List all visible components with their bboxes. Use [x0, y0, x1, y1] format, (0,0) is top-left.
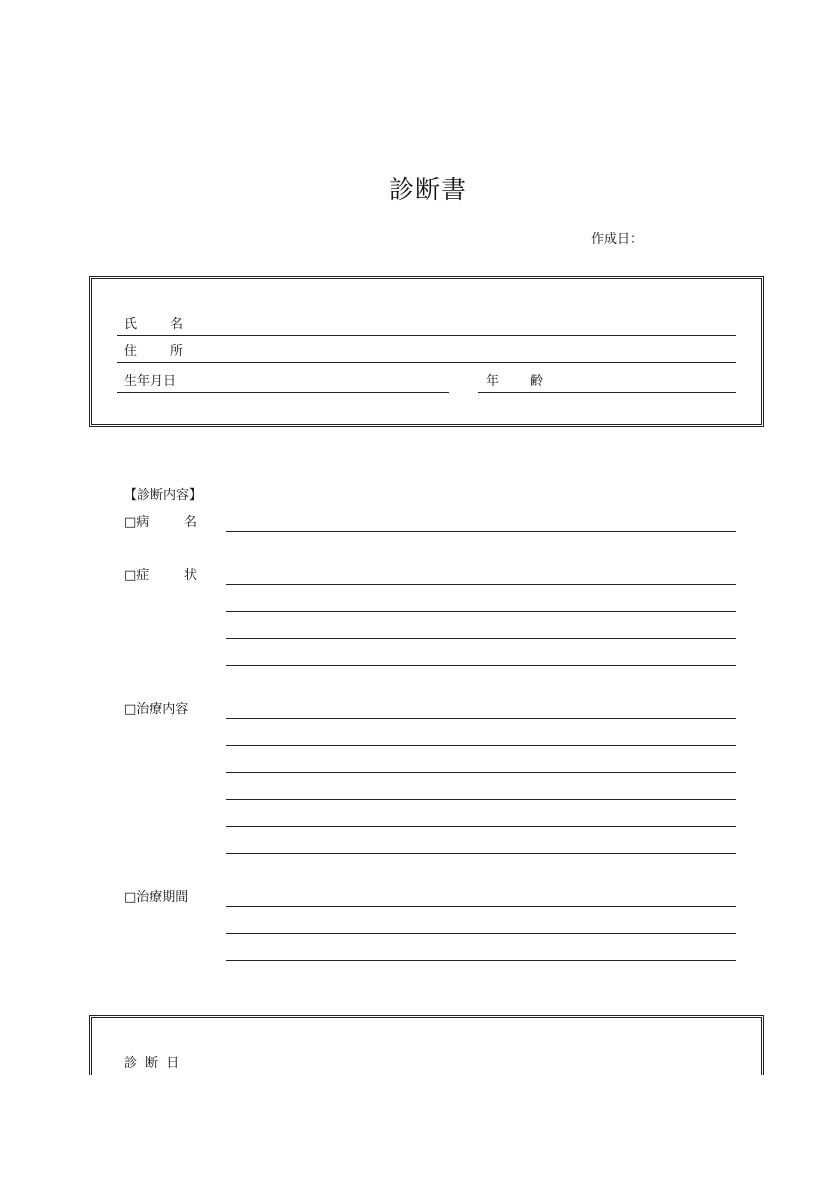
page-cutoff-mask — [86, 1075, 768, 1188]
address-label-right: 所 — [170, 344, 184, 359]
name-field-line[interactable] — [117, 335, 736, 336]
address-label-left: 住 — [124, 344, 138, 359]
disease-label-right: 名 — [184, 515, 198, 530]
age-label-left: 年 — [486, 374, 500, 389]
symptoms-field-line[interactable] — [226, 665, 736, 666]
page-title: 診断書 — [388, 175, 467, 204]
treatment-field-line[interactable] — [226, 799, 736, 800]
treatment-field-line[interactable] — [226, 772, 736, 773]
patient-info-box — [89, 276, 764, 427]
dob-field-line[interactable] — [117, 392, 449, 393]
name-label-left: 氏 — [124, 317, 138, 332]
symptoms-field-line[interactable] — [226, 584, 736, 585]
symptoms-field-line[interactable] — [226, 638, 736, 639]
period-label: □治療期間 — [124, 890, 189, 905]
treatment-field-line[interactable] — [226, 745, 736, 746]
disease-label-left: □病 — [124, 515, 150, 530]
age-label-right: 齢 — [530, 374, 544, 389]
disease-field-line[interactable] — [226, 531, 736, 532]
treatment-label: □治療内容 — [124, 702, 189, 717]
treatment-field-line[interactable] — [226, 718, 736, 719]
treatment-field-line[interactable] — [226, 826, 736, 827]
diagnosis-section-heading: 【診断内容】 — [124, 488, 203, 503]
created-date-label: 作成日： — [591, 232, 644, 247]
diagnosis-date-label: 診 断 日 — [124, 1056, 182, 1071]
symptoms-label-right: 状 — [184, 568, 198, 583]
treatment-field-line[interactable] — [226, 853, 736, 854]
period-field-line[interactable] — [226, 960, 736, 961]
period-field-line[interactable] — [226, 906, 736, 907]
dob-label: 生年月日 — [124, 374, 177, 389]
symptoms-field-line[interactable] — [226, 611, 736, 612]
symptoms-label-left: □症 — [124, 568, 150, 583]
name-label-right: 名 — [170, 317, 184, 332]
age-field-line[interactable] — [478, 392, 736, 393]
address-field-line[interactable] — [117, 362, 736, 363]
period-field-line[interactable] — [226, 933, 736, 934]
